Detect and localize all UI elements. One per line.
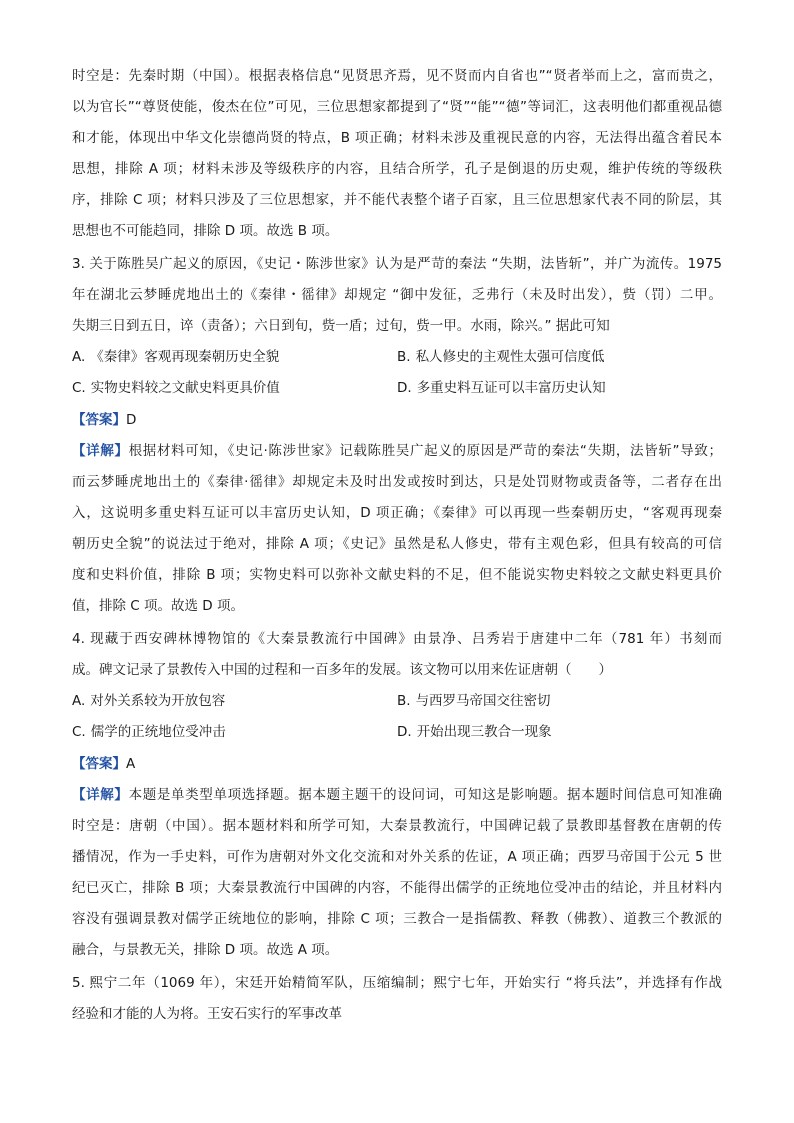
option-c	[72, 717, 397, 748]
detail-line: 容没有强调景教对儒学正统地位的影响，排除 C 项；三教合一是指儒教、释教（佛教）、道教三个教派的	[72, 911, 722, 927]
question-number: 3.	[72, 256, 85, 272]
question-stem-line	[72, 249, 722, 280]
option-text: 开始出现三教合一现象	[416, 724, 552, 740]
detail-label: 【详解】	[72, 443, 129, 459]
option-text: 儒学的正统地位受冲击	[90, 724, 226, 740]
option-label: C.	[72, 724, 86, 740]
question-stem-text: 熙宁二年（1069 年），宋廷开始精简军队，压缩编制；熙宁七年，开始实行 “将兵法”，并选择有作战	[88, 975, 722, 991]
answer-value: A	[126, 756, 136, 772]
option-label: B.	[397, 349, 411, 365]
question-stem-text: 关于陈胜吴广起义的原因，《史记・陈涉世家》认为是严苛的秦法 “失期，法皆斩”，并广为流传。1975	[88, 256, 722, 272]
detail-line	[72, 780, 722, 811]
detail-line: 时空是：唐朝（中国）。据本题材料和所学可知，大秦景教流行，中国碑记载了景教即基督教在唐朝的传	[72, 818, 722, 834]
detail-line: 而云梦睡虎地出土的《秦律·徭律》却规定未及时出发或按时到达，只是处罚财物或责备等，二者存在出	[72, 474, 722, 490]
option-text: 多重史料互证可以丰富历史认知	[416, 380, 606, 396]
detail-line: 以为官长”“尊贤使能，俊杰在位”可见，三位思想家都提到了“贤”“能”“德”等词汇，这表明他们都重视品德	[72, 99, 722, 115]
question-stem-line: 年在湖北云梦睡虎地出土的《秦律・徭律》却规定 “御中发征，乏弗行（未及时出发），赀（罚）二甲。	[72, 287, 722, 303]
question-3	[72, 249, 722, 622]
options-row	[72, 717, 722, 748]
detail-text: 本题是单类型单项选择题。据本题主题干的设问词，可知这是影响题。据本题时间信息可知准确	[128, 787, 722, 803]
detail-line	[72, 436, 722, 467]
option-a	[72, 686, 397, 717]
options-row	[72, 686, 722, 717]
answer-line	[72, 405, 722, 436]
detail-text: 根据材料可知，《史记·陈涉世家》记载陈胜吴广起义的原因是严苛的秦法“失期，法皆斩”导致；	[128, 443, 722, 459]
answer-label: 【答案】	[72, 756, 126, 772]
detail-line: 播情况，作为一手史料，可作为唐朝对外文化交流和对外关系的佐证，A 项正确；西罗马帝国于公元 5 世	[72, 849, 722, 865]
option-c	[72, 373, 397, 404]
options-row	[72, 373, 722, 404]
detail-line: 值，排除 C 项。故选 D 项。	[72, 598, 244, 614]
answer-label: 【答案】	[72, 412, 126, 428]
answer-value: D	[126, 412, 137, 428]
option-a	[72, 342, 397, 373]
question-5	[72, 968, 722, 1030]
detail-line: 入，这说明多重史料互证可以丰富历史认知，D 项正确；《秦律》可以再现一些秦朝历史，“客观再现秦	[72, 505, 722, 521]
question-stem-line: 经验和才能的人为将。王安石实行的军事改革	[72, 1006, 342, 1022]
question-stem-line: 成。碑文记录了景教传入中国的过程和一百多年的发展。该文物可以用来佐证唐朝（ ）	[72, 662, 612, 678]
option-label: D.	[397, 380, 412, 396]
option-label: B.	[397, 693, 411, 709]
option-label: D.	[397, 724, 412, 740]
question-stem-line	[72, 968, 722, 999]
option-label: A.	[72, 693, 86, 709]
option-text: 与西罗马帝国交往密切	[415, 693, 551, 709]
option-d	[397, 373, 722, 404]
question-stem-line: 失期三日到五日，谇（责备）；六日到旬，赀一盾；过旬，赀一甲。水雨，除兴。” 据此可知	[72, 318, 610, 334]
question-number: 4.	[72, 631, 85, 647]
detail-line: 度和史料价值，排除 B 项；实物史料可以弥补文献史料的不足，但不能说实物史料较之文献史料更具价	[72, 567, 722, 583]
detail-line: 思想也不可能趋同，排除 D 项。故选 B 项。	[72, 223, 339, 239]
answer-line	[72, 749, 722, 780]
options-row	[72, 342, 722, 373]
detail-line: 纪已灭亡，排除 B 项；大秦景教流行中国碑的内容，不能得出儒学的正统地位受冲击的结论，并且材料内	[72, 880, 722, 896]
detail-line: 序，排除 C 项；材料只涉及了三位思想家，并不能代表整个诸子百家，且三位思想家代表不同的阶层，其	[72, 192, 722, 208]
detail-line: 融合，与景教无关，排除 D 项。故选 A 项。	[72, 942, 339, 958]
question-stem-line	[72, 624, 722, 655]
detail-line: 朝历史全貌”的说法过于绝对，排除 A 项；《史记》虽然是私人修史，带有主观色彩，但具有较高的可信	[72, 536, 722, 552]
question-4	[72, 624, 722, 966]
option-label: A.	[72, 349, 86, 365]
option-label: C.	[72, 380, 86, 396]
option-b	[397, 342, 722, 373]
detail-line: 和才能，体现出中华文化崇德尚贤的特点，B 项正确；材料未涉及重视民意的内容，无法得出蕴含着民本	[72, 130, 722, 146]
detail-label: 【详解】	[72, 787, 129, 803]
previous-detail-continuation	[72, 61, 722, 247]
option-text: 《秦律》客观再现秦朝历史全貌	[90, 349, 280, 365]
option-d	[397, 717, 722, 748]
option-text: 对外关系较为开放包容	[90, 693, 226, 709]
option-b	[397, 686, 722, 717]
option-text: 私人修史的主观性太强可信度低	[415, 349, 605, 365]
detail-line: 时空是：先秦时期（中国）。根据表格信息“见贤思齐焉，见不贤而内自省也”“贤者举而上之，富而贵之，	[72, 68, 722, 84]
question-number: 5.	[72, 975, 85, 991]
option-text: 实物史料较之文献史料更具价值	[90, 380, 280, 396]
question-stem-text: 现藏于西安碑林博物馆的《大秦景教流行中国碑》由景净、吕秀岩于唐建中二年（781 年）书刻而	[88, 631, 722, 647]
detail-line: 思想，排除 A 项；材料未涉及等级秩序的内容，且结合所学，孔子是倒退的历史观，维护传统的等级秩	[72, 161, 722, 177]
